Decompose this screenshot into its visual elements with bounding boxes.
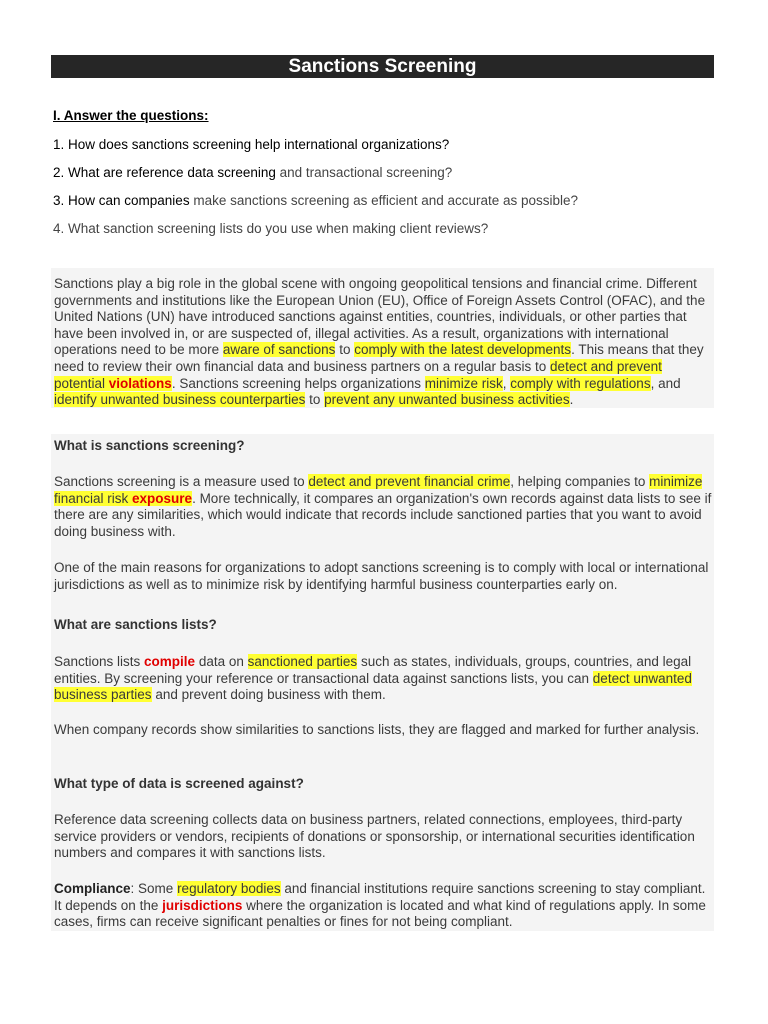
question-1: 1. How does sanctions screening help international organizations? bbox=[53, 137, 450, 152]
lists-paragraph-1: Sanctions lists compile data on sanctioned parties such as states, individuals, groups, countries, and legal entities. By screening your reference or transactional data against sanctions lists, you can detect unwanted business parties and prevent doing business with them. bbox=[54, 654, 692, 703]
compliance-paragraph: Compliance: Some regulatory bodies and financial institutions require sanctions screening to stay compliant. It depends on the jurisdictions where the organization is located and what kind of regulations apply. In some cases, firms can receive significant penalties or fines for not being compliant. bbox=[54, 881, 706, 930]
lists-paragraph-2: When company records show similarities to sanctions lists, they are flagged and marked for further analysis. bbox=[54, 722, 700, 737]
data-type-paragraph-1: Reference data screening collects data on business partners, related connections, employees, third-party service providers or vendors, recipients of donations or sponsorship, or international securities identification numbers and compares it with sanctions lists. bbox=[54, 812, 695, 861]
questions-heading: I. Answer the questions: bbox=[53, 108, 209, 123]
section-heading-lists: What are sanctions lists? bbox=[54, 617, 217, 632]
section-heading-what-is: What is sanctions screening? bbox=[54, 438, 245, 453]
section-heading-data-type: What type of data is screened against? bbox=[54, 776, 304, 791]
question-4: 4. What sanction screening lists do you use when making client reviews? bbox=[53, 221, 489, 236]
page-title: Sanctions Screening bbox=[51, 55, 714, 78]
what-is-paragraph-2: One of the main reasons for organizations to adopt sanctions screening is to comply with local or international jurisdictions as well as to minimize risk by identifying harmful business counterparties early on. bbox=[54, 560, 709, 592]
what-is-paragraph-1: Sanctions screening is a measure used to detect and prevent financial crime, helping companies to minimize financial risk exposure. More technically, it compares an organization's own records against data lists to see if there are any similarities, which would indicate that records include sanctioned parties that you want to avoid doing business with. bbox=[54, 474, 712, 539]
question-2: 2. What are reference data screening and transactional screening? bbox=[53, 165, 453, 180]
question-3: 3. How can companies make sanctions screening as efficient and accurate as possible? bbox=[53, 193, 579, 208]
intro-paragraph: Sanctions play a big role in the global scene with ongoing geopolitical tensions and financial crime. Different governments and institutions like the European Union (EU), Office of Foreign Assets Control (OFAC), and the United Nations (UN) have introduced sanctions against entities, countries, individuals, or other parties that have been involved in, or are suspected of, illegal activities. As a result, organizations with international operations need to be more aware of sanctions to comply with the latest developments. This means that they need to review their own financial data and business partners on a regular basis to detect and prevent potential violations. Sanctions screening helps organizations minimize risk, comply with regulations, and identify unwanted business counterparties to prevent any unwanted business activities. bbox=[54, 276, 706, 408]
